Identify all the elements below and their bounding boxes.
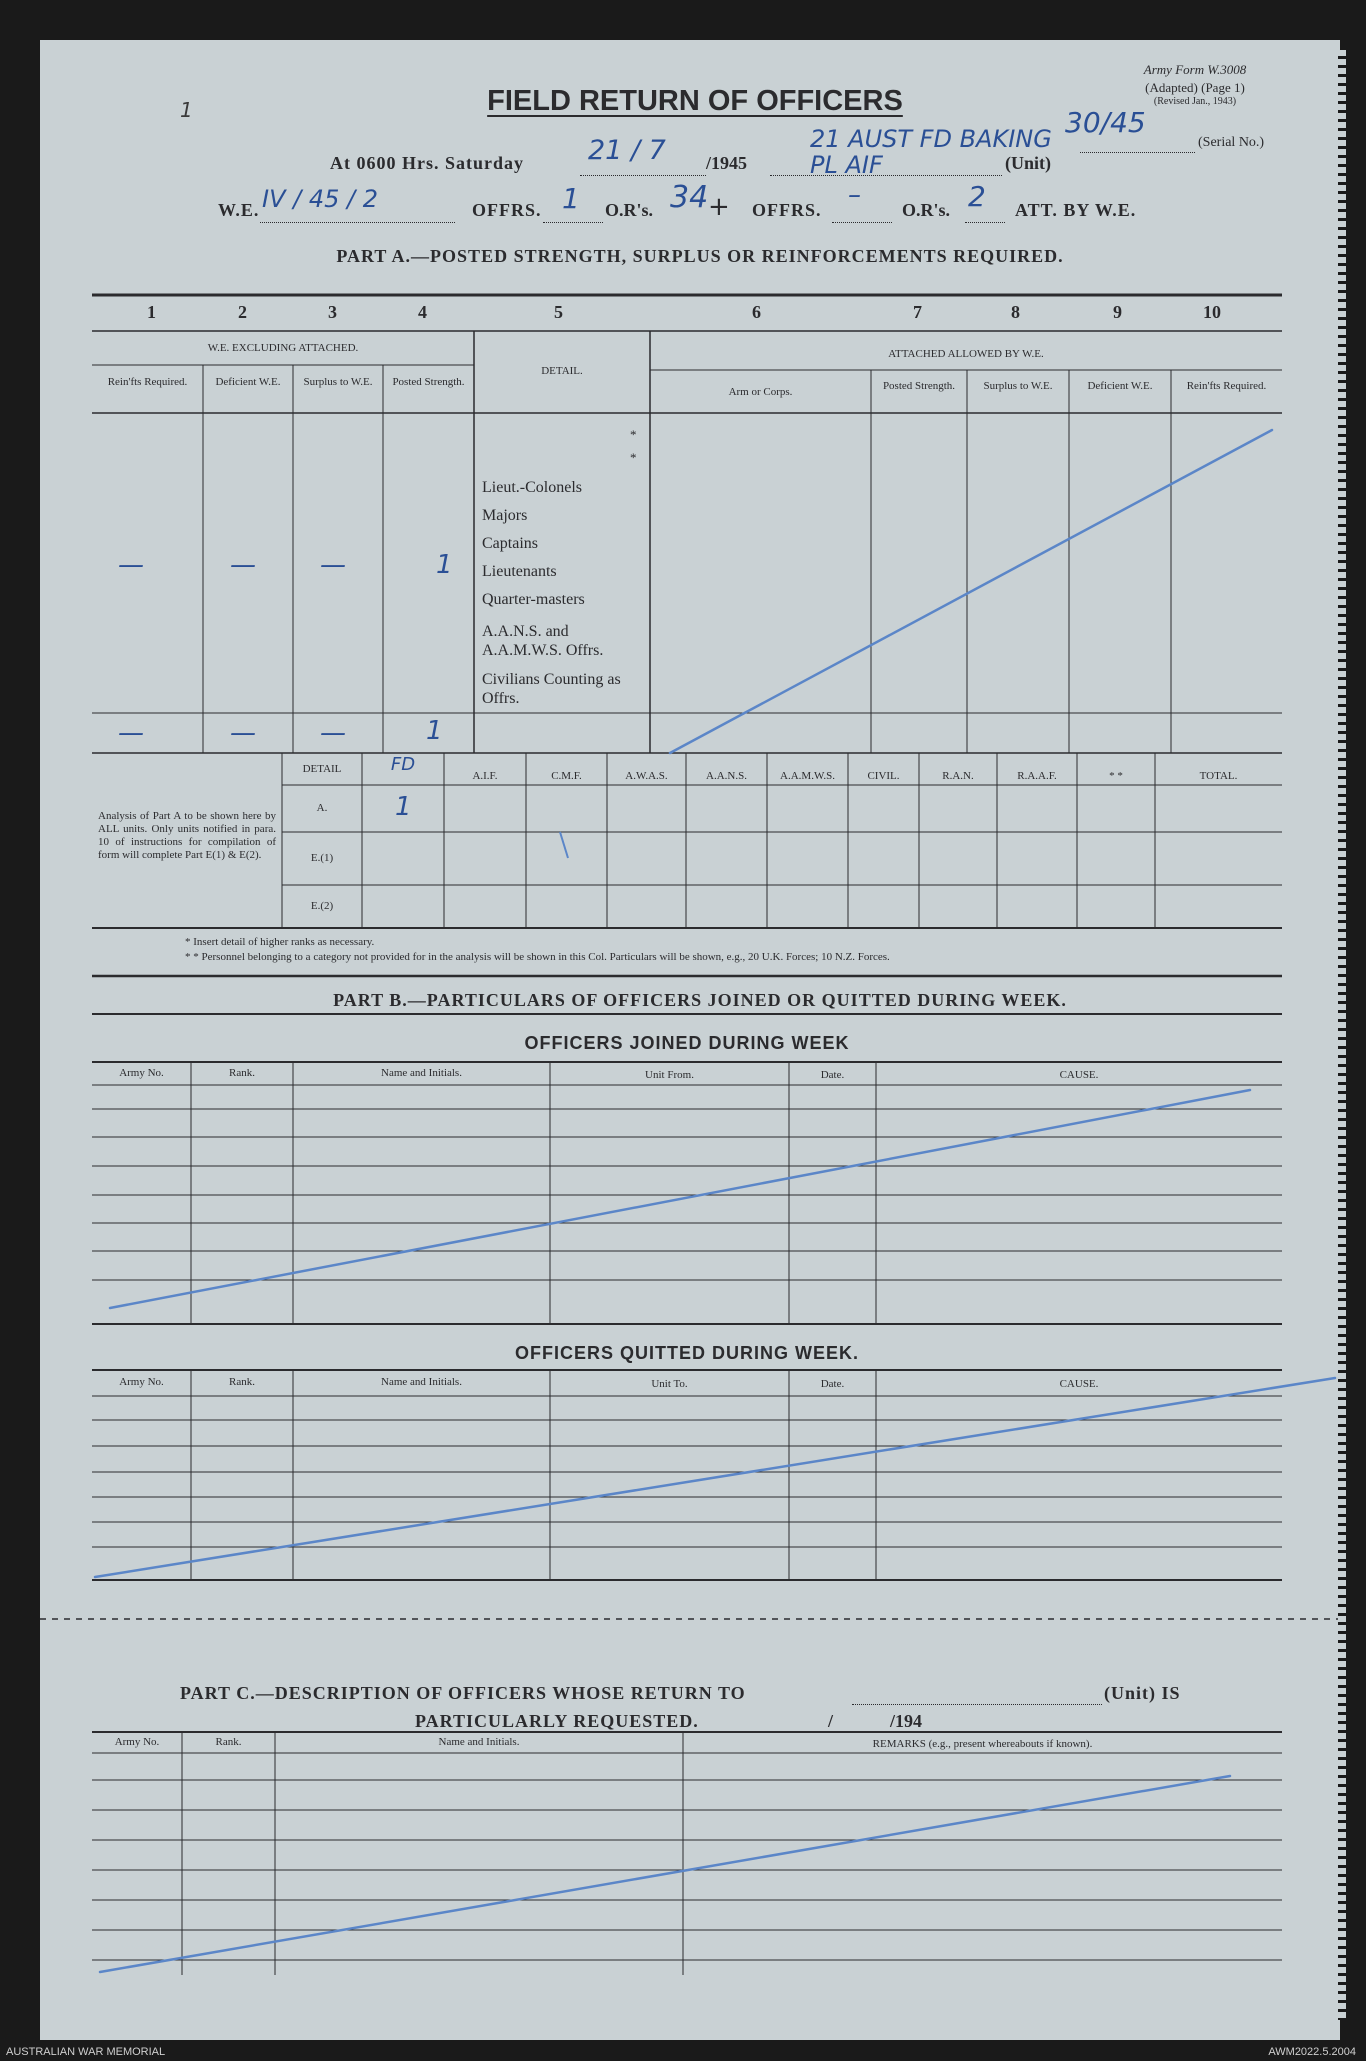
- analysis-detail-header: DETAIL: [302, 763, 342, 775]
- part-a-title: PART A.—POSTED STRENGTH, SURPLUS OR REINFORCEMENTS REQUIRED.: [336, 246, 1064, 266]
- analysis-col-cmf: C.M.F.: [551, 770, 582, 782]
- col-surplus-we: Surplus to W.E.: [303, 376, 373, 388]
- detail-header: DETAIL.: [541, 365, 583, 377]
- joined-col-cause: CAUSE.: [1059, 1069, 1099, 1081]
- lt-posted: 1: [436, 550, 453, 580]
- analysis-row-e2: E.(2): [310, 900, 334, 912]
- part-c-unit-dots: [852, 1704, 1102, 1705]
- quitted-col-cause: CAUSE.: [1059, 1378, 1099, 1390]
- att-group-header: ATTACHED ALLOWED BY W.E.: [888, 348, 1044, 360]
- col-att-posted-strength: Posted Strength.: [882, 380, 956, 392]
- serial-label: (Serial No.): [1198, 135, 1265, 150]
- plus-sign: +: [708, 192, 730, 222]
- col-number-4: 4: [418, 302, 427, 322]
- offrs2-value: –: [848, 180, 861, 210]
- unit-value: 21 AUST FD BAKING PL AIF: [810, 125, 1052, 179]
- col-deficient-we: Deficient W.E.: [215, 376, 281, 388]
- part-c-col-name: Name and Initials.: [438, 1736, 520, 1748]
- quitted-col-rank: Rank.: [229, 1376, 255, 1388]
- total-deficient: —: [230, 718, 256, 748]
- analysis-note: Analysis of Part A to be shown here by ALL units. Only units notified in para. 10 of instructions for compilation of form will complete Part E(1) & E(2).: [98, 810, 276, 861]
- page-title: FIELD RETURN OF OFFICERS: [487, 85, 903, 117]
- part-b-rule: [92, 1013, 1282, 1015]
- corner-mark: 1: [180, 98, 193, 122]
- col-att-reinfts: Rein'fts Required.: [1186, 380, 1267, 392]
- part-c-year-dots: [935, 1731, 977, 1732]
- quitted-col-date: Date.: [820, 1378, 845, 1390]
- we-group-header: W.E. EXCLUDING ATTACHED.: [207, 342, 359, 354]
- asterisk-2: *: [630, 450, 637, 465]
- col-number-8: 8: [1011, 302, 1020, 322]
- footnote-2: * * Personnel belonging to a category not provided for in the analysis will be shown in this Col. Particulars will be shown, e.g., 20 U.K. Forces; 10 N.Z. Forces.: [185, 951, 890, 963]
- part-c-col-army-no: Army No.: [114, 1736, 160, 1748]
- lt-surplus: —: [320, 550, 346, 580]
- part-c-col-remarks: REMARKS (e.g., present whereabouts if known).: [872, 1738, 1093, 1750]
- offrs2-label: OFFRS.: [752, 200, 822, 220]
- analysis-col-fd: FD: [390, 754, 416, 775]
- total-reinfts: —: [118, 718, 144, 748]
- col-number-7: 7: [913, 302, 922, 322]
- joined-col-rank: Rank.: [229, 1067, 255, 1079]
- col-number-5: 5: [554, 302, 563, 322]
- part-c-line2-a: PARTICULARLY REQUESTED.: [415, 1711, 699, 1731]
- analysis-col-aif: A.I.F.: [472, 770, 498, 782]
- quitted-col-unit-to: Unit To.: [651, 1378, 688, 1390]
- rank-lieut-colonels: Lieut.-Colonels: [482, 479, 582, 496]
- lt-deficient: —: [230, 550, 256, 580]
- we-label: W.E.: [218, 200, 260, 220]
- rank-quarter-masters: Quarter-masters: [482, 591, 585, 608]
- year-label: /1945: [706, 153, 748, 173]
- joined-title: OFFICERS JOINED DURING WEEK: [524, 1033, 850, 1053]
- col-arm-corps: Arm or Corps.: [728, 386, 793, 398]
- col-reinfts-required: Rein'fts Required.: [107, 376, 188, 388]
- analysis-col-aamws: A.A.M.W.S.: [780, 770, 835, 782]
- analysis-col-other: * *: [1109, 770, 1123, 782]
- offrs-label: OFFRS.: [472, 200, 542, 220]
- joined-col-name: Name and Initials.: [381, 1067, 462, 1079]
- rank-civilians: Civilians Counting as Offrs.: [482, 671, 621, 707]
- col-number-1: 1: [147, 302, 156, 322]
- col-number-6: 6: [752, 302, 761, 322]
- rank-captains: Captains: [482, 535, 538, 552]
- asterisk-1: *: [630, 427, 637, 442]
- analysis-col-aans: A.A.N.S.: [706, 770, 747, 782]
- col-posted-strength: Posted Strength.: [392, 376, 465, 388]
- ors-value: 34: [670, 180, 709, 215]
- rank-aans-aamws: A.A.N.S. and A.A.M.W.S. Offrs.: [482, 623, 604, 659]
- rank-lieutenants: Lieutenants: [482, 563, 557, 580]
- form-id-line3: (Revised Jan., 1943): [1153, 96, 1237, 107]
- form-id-line2: (Adapted) (Page 1): [1145, 80, 1245, 95]
- form-paper: [40, 40, 1340, 2040]
- serial-value: 30/45: [1065, 106, 1146, 139]
- att-label: ATT. BY W.E.: [1015, 200, 1137, 220]
- footer-right: AWM2022.5.2004: [1268, 2046, 1356, 2058]
- footnote-1: * Insert detail of higher ranks as necessary.: [185, 936, 375, 948]
- quitted-col-name: Name and Initials.: [381, 1376, 462, 1388]
- analysis-col-ran: R.A.N.: [942, 770, 974, 782]
- part-c-slash: /: [828, 1711, 834, 1731]
- part-b-title: PART B.—PARTICULARS OF OFFICERS JOINED OR QUITTED DURING WEEK.: [333, 990, 1067, 1010]
- col-number-10: 10: [1203, 302, 1221, 322]
- part-c-year: /194: [890, 1711, 923, 1731]
- col-number-2: 2: [238, 302, 247, 322]
- analysis-col-civil: CIVIL.: [867, 770, 900, 782]
- part-c-title-a: PART C.—DESCRIPTION OF OFFICERS WHOSE RETURN TO: [180, 1683, 746, 1703]
- analysis-a-value: 1: [395, 792, 412, 822]
- offrs-value: 1: [562, 182, 580, 215]
- at-hours-label: At 0600 Hrs. Saturday: [330, 153, 525, 173]
- joined-col-date: Date.: [820, 1069, 845, 1081]
- col-number-3: 3: [328, 302, 337, 322]
- total-posted: 1: [426, 716, 443, 746]
- rank-majors: Majors: [482, 507, 528, 524]
- part-c-month-dots: [838, 1731, 888, 1732]
- joined-col-unit-from: Unit From.: [645, 1069, 694, 1081]
- col-number-9: 9: [1113, 302, 1122, 322]
- form-id-line1: Army Form W.3008: [1143, 62, 1247, 77]
- footer-left: AUSTRALIAN WAR MEMORIAL: [6, 2046, 166, 2058]
- quitted-title: OFFICERS QUITTED DURING WEEK.: [515, 1343, 859, 1363]
- lt-reinfts: —: [118, 550, 144, 580]
- col-att-surplus: Surplus to W.E.: [983, 380, 1053, 392]
- ors2-value: 2: [968, 180, 986, 213]
- total-surplus: —: [320, 718, 346, 748]
- analysis-row-e1: E.(1): [310, 852, 334, 864]
- analysis-row-a: A.: [316, 802, 328, 814]
- we-value: IV / 45 / 2: [262, 185, 378, 213]
- col-att-deficient: Deficient W.E.: [1087, 380, 1153, 392]
- quitted-col-army-no: Army No.: [119, 1376, 164, 1388]
- analysis-col-raaf: R.A.A.F.: [1017, 770, 1057, 782]
- date-value: 21 / 7: [588, 135, 666, 166]
- part-c-title-b: (Unit) IS: [1104, 1683, 1181, 1703]
- joined-col-army-no: Army No.: [119, 1067, 164, 1079]
- part-c-day-dots: [768, 1731, 824, 1732]
- part-c-col-rank: Rank.: [215, 1736, 242, 1748]
- analysis-col-total: TOTAL.: [1199, 770, 1238, 782]
- unit-label: (Unit): [1005, 153, 1051, 173]
- analysis-col-awas: A.W.A.S.: [625, 770, 668, 782]
- ors2-label: O.R's.: [902, 200, 951, 220]
- ors-label: O.R's.: [605, 200, 654, 220]
